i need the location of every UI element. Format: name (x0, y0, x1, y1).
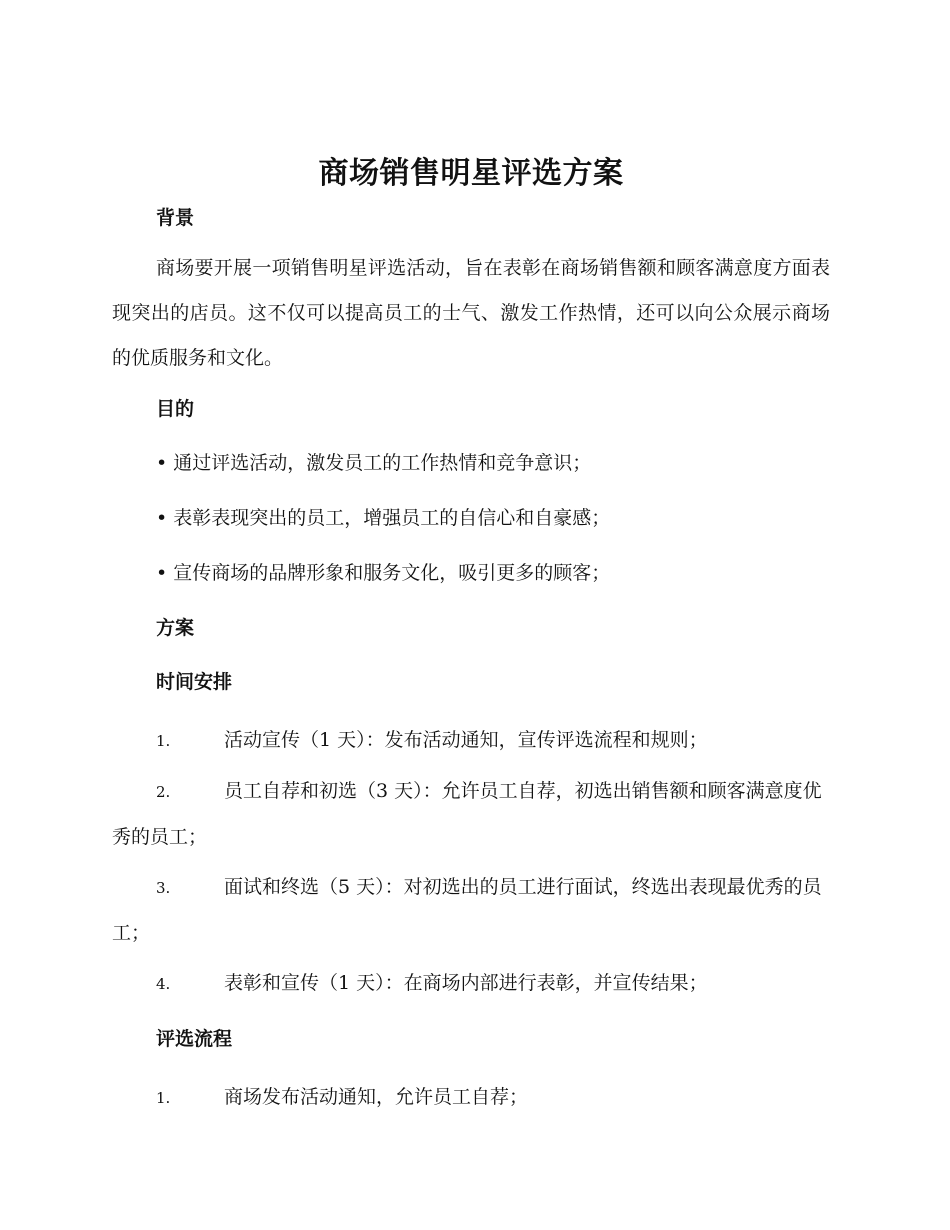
section-heading-purpose: 目的 (156, 398, 195, 420)
item-number: 3. (156, 879, 171, 897)
background-paragraph: 商场要开展一项销售明星评选活动，旨在表彰在商场销售额和顾客满意度方面表现突出的店员。这不仅可以提高员工的士气、激发工作热情，还可以向公众展示商场的优质服务和文化。 (112, 257, 830, 369)
section-heading-schedule: 时间安排 (156, 671, 233, 693)
item-number: 2. (156, 783, 171, 801)
section-heading-process: 评选流程 (156, 1028, 233, 1050)
schedule-item (112, 769, 830, 860)
item-number: 1. (156, 732, 171, 750)
item-text: 活动宣传（1 天）：发布活动通知，宣传评选流程和规则； (224, 729, 708, 751)
item-text: 商场发布活动通知，允许员工自荐； (224, 1086, 529, 1108)
item-number: 4. (156, 975, 171, 993)
schedule-item (112, 718, 830, 764)
item-text: 员工自荐和初选（3 天）：允许员工自荐，初选出销售额和顾客满意度优秀的员工； (112, 780, 822, 848)
document-page (112, 150, 830, 1135)
document-title: 商场销售明星评选方案 (318, 156, 624, 191)
schedule-item (112, 865, 830, 956)
item-text: 面试和终选（5 天）：对初选出的员工进行面试，终选出表现最优秀的员工； (112, 876, 822, 944)
section-heading-background: 背景 (156, 207, 195, 229)
schedule-item (112, 961, 830, 1007)
item-number: 1. (156, 1089, 171, 1107)
process-item (112, 1075, 830, 1121)
item-text: 表彰和宣传（1 天）：在商场内部进行表彰，并宣传结果； (224, 972, 708, 994)
purpose-bullet: • 宣传商场的品牌形象和服务文化，吸引更多的顾客； (156, 562, 611, 584)
section-heading-plan: 方案 (156, 617, 195, 639)
purpose-bullet: • 表彰表现突出的员工，增强员工的自信心和自豪感； (156, 507, 611, 529)
purpose-bullet: • 通过评选活动，激发员工的工作热情和竞争意识； (156, 452, 592, 474)
